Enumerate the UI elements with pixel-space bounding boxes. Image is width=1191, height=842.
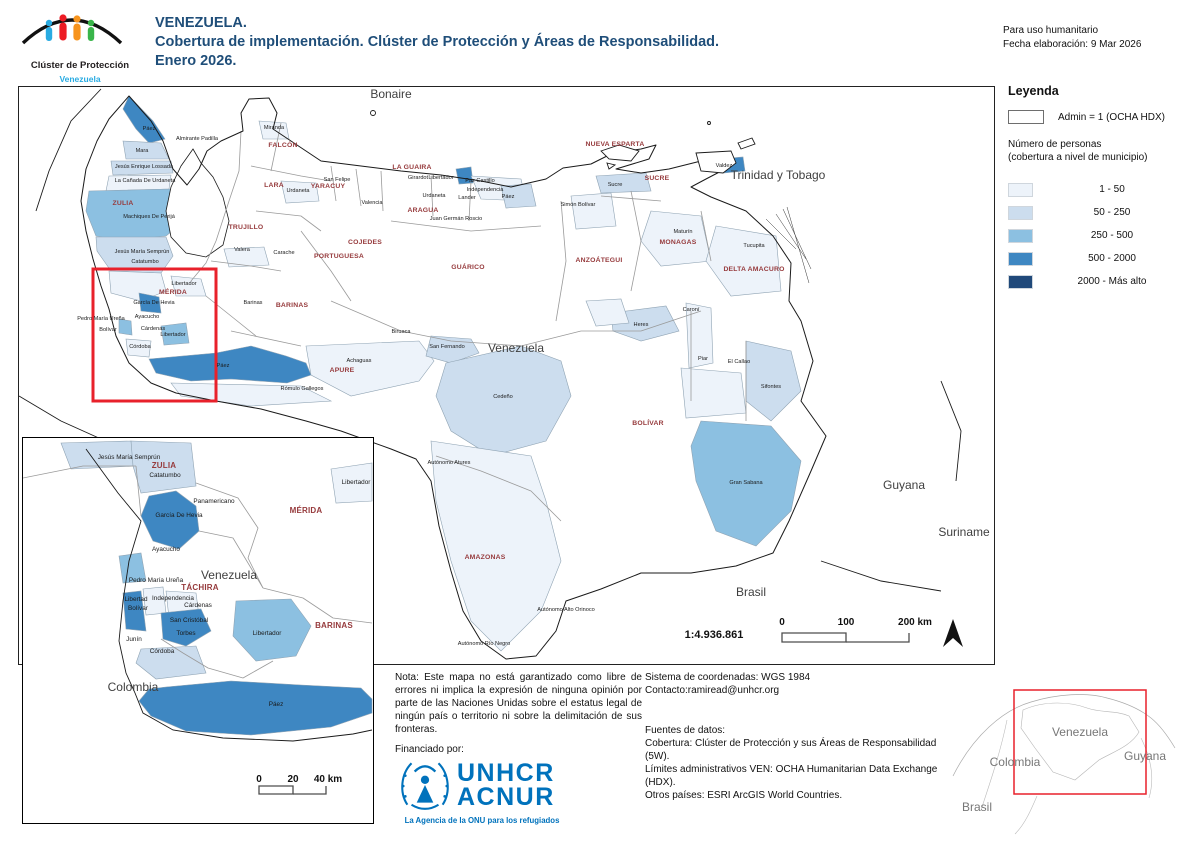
unhcr-word-2: ACNUR: [457, 783, 555, 811]
disclaimer-note: Nota: Este mapa no está garantizado como libre de errores ni implica la expresión de ninguna opinión por parte de las Naciones Unidas sobre el estatus legal de ningún país o territorio ni sobre la delimitación de sus fronteras.: [395, 672, 642, 735]
unhcr-tagline: La Agencia de la ONU para los refugiados: [404, 816, 560, 825]
legend-title: Leyenda: [1008, 84, 1059, 98]
logo-text-cluster: Clúster de Protección: [30, 60, 130, 71]
municipality-label-libertador: Libertador: [341, 479, 371, 486]
bonaire-island: [371, 111, 376, 116]
inset-scale-bar: [259, 786, 326, 794]
scale-bar-left: [259, 786, 293, 794]
municipality-label-san-fernando: San Fernando: [429, 344, 465, 350]
source-coverage: Cobertura: Clúster de Protección y sus Áreas de Responsabilidad (5W).: [645, 738, 937, 762]
legend-classes: [1008, 178, 1191, 293]
municipality-label-urdaneta: Urdaneta: [422, 193, 446, 199]
state-label-cojedes: COJEDES: [348, 239, 382, 246]
state-label-sucre: SUCRE: [644, 175, 670, 182]
municipality-label-el-callao: El Callao: [727, 359, 751, 365]
municipality-label-pedro-maria-urena: Pedro María Ureña: [77, 316, 125, 322]
legend-class-label: 250 - 500: [1090, 230, 1134, 241]
legend-class-swatch: [1008, 252, 1033, 266]
municipality-label-girardot: Girardot: [407, 175, 429, 181]
country-label-guyana: Guyana: [882, 478, 926, 492]
region-san-cristobal-7: [161, 609, 211, 646]
municipality-label-achaguas: Achaguas: [346, 358, 372, 364]
scale-labels: [685, 617, 932, 641]
country-label-trinidad-y-tobago: Trinidad y Tobago: [730, 168, 826, 182]
overview-labels: [962, 725, 1166, 814]
municipality-label-jesus-maria-semprun: Jesús María Semprún: [97, 454, 161, 461]
admin-boundary-swatch: [1008, 110, 1044, 124]
legend-class-row: [1008, 178, 1191, 201]
legend-class-swatch: [1008, 275, 1033, 289]
scale-ratio: 1:4.936.861: [684, 629, 744, 641]
state-label-portuguesa: PORTUGUESA: [314, 253, 364, 260]
municipality-label-la-canada-de-urdaneta: La Cañada De Urdaneta: [114, 178, 176, 184]
scale-bar-right: [293, 786, 326, 794]
scale-bar-right: [846, 633, 909, 642]
country-label-brasil: Brasil: [961, 800, 993, 814]
municipality-label-torbes: Torbes: [176, 630, 196, 637]
state-label-zulia: ZULIA: [112, 200, 134, 207]
municipality-label-san-felipe: San Felipe: [323, 177, 351, 183]
scale-bar: [782, 633, 909, 642]
municipality-label-jesus-enrique-lossada: Jesús Enrique Lossada: [114, 164, 174, 170]
municipality-label-cardenas: Cárdenas: [140, 326, 166, 332]
municipality-label-piar: Piar: [698, 356, 708, 362]
coordinate-system: Sistema de coordenadas: WGS 1984: [645, 672, 811, 683]
inset-map-canvas: [23, 438, 373, 823]
admin-boundary-label: Admin = 1 (OCHA HDX): [1058, 111, 1165, 123]
municipality-label-barinas: Barinas: [243, 300, 263, 306]
country-label-bonaire: Bonaire: [370, 87, 412, 101]
municipality-label-autonomo-rio-negro: Autónomo Río Negro: [457, 641, 511, 647]
legend-subtitle: [1008, 138, 1191, 164]
logo-text-venezuela: Venezuela: [59, 74, 101, 84]
small-island: [708, 122, 711, 125]
inset-scale-labels: [256, 774, 342, 785]
legend-subtitle-line2: (cobertura a nivel de municipio): [1008, 152, 1148, 163]
municipality-label-bolivar: Bolívar: [99, 327, 117, 333]
legend-admin-row: [1008, 110, 1191, 124]
municipality-label-panamericano: Panamericano: [193, 498, 235, 505]
municipality-label-biruaca: Biruaca: [391, 329, 411, 335]
municipality-label-simon-bolivar: Simón Bolívar: [560, 202, 596, 208]
municipality-label-carache: Carache: [273, 250, 295, 256]
legend-class-label: 1 - 50: [1099, 184, 1125, 195]
municipality-label-juan-german-roscio: Juan Germán Roscio: [429, 216, 483, 222]
municipality-label-bolivar: Bolívar: [128, 605, 148, 612]
title-line-3: Enero 2026.: [155, 53, 237, 69]
municipality-label-independencia: Independencia: [466, 187, 504, 193]
scale-tick-0: 0: [779, 617, 785, 628]
coordinates-info: [645, 671, 955, 697]
municipality-label-lander: Lander: [458, 195, 476, 201]
legend-class-label: 2000 - Más alto: [1077, 276, 1147, 287]
legend-class-row: [1008, 270, 1191, 293]
colombia-border-south: [19, 396, 101, 439]
country-label-venezuela: Venezuela: [487, 341, 545, 355]
state-label-trujillo: TRUJILLO: [228, 224, 264, 231]
country-label-brasil: Brasil: [735, 585, 767, 599]
municipality-label-urdaneta: Urdaneta: [286, 188, 310, 194]
municipality-label-cordoba: Córdoba: [149, 648, 175, 655]
municipality-label-valencia: Valencia: [361, 200, 383, 206]
unhcr-wordmark: [457, 761, 555, 809]
state-label-barinas: BARINAS: [275, 302, 309, 309]
state-label-bolivar: BOLÍVAR: [632, 420, 664, 427]
overview-map: [945, 648, 1191, 842]
state-label-tachira: TÁCHIRA: [181, 583, 219, 592]
state-label-anzoategui: ANZOÁTEGUI: [575, 257, 623, 264]
state-label-yaracuy: YARACUY: [310, 183, 346, 190]
state-label-nueva-esparta: NUEVA ESPARTA: [585, 141, 645, 148]
municipality-label-pedro-maria-urena: Pedro María Ureña: [128, 577, 184, 584]
unhcr-logo: [397, 757, 567, 825]
municipality-label-libertador: Libertador: [171, 281, 197, 287]
state-label-merida: MÉRIDA: [289, 506, 323, 515]
guyana-suriname-border: [941, 381, 961, 481]
legend-class-swatch: [1008, 183, 1033, 197]
municipality-label-gran-sabana: Gran Sabana: [729, 480, 763, 486]
country-label-venezuela: Venezuela: [1051, 725, 1109, 739]
scale-tick-0: 0: [256, 774, 262, 785]
country-label-venezuela: Venezuela: [200, 568, 258, 582]
title-line-1: VENEZUELA.: [155, 15, 247, 31]
usage-note: [1003, 24, 1188, 52]
municipality-label-jesus-maria-semprun: Jesús María Semprún: [114, 249, 170, 255]
municipality-label-paez: Páez: [216, 363, 230, 369]
legend-class-label: 50 - 250: [1093, 207, 1131, 218]
contact-email: Contacto:ramiread@unhcr.org: [645, 685, 780, 696]
municipality-label-tucupita: Tucupita: [743, 243, 765, 249]
legend-class-swatch: [1008, 229, 1033, 243]
municipality-label-catatumbo: Catatumbo: [149, 472, 181, 479]
state-label-barinas: BARINAS: [315, 621, 353, 630]
municipality-label-paz-castillo: Paz Castillo: [465, 178, 495, 184]
region-sucre-municipio-27: [596, 173, 651, 193]
state-label-amazonas: AMAZONAS: [464, 554, 506, 561]
legend-class-row: [1008, 224, 1191, 247]
legend-class-label: 500 - 2000: [1088, 253, 1136, 264]
region-anzoategui-area-31: [571, 193, 616, 229]
municipality-label-cardenas: Cárdenas: [184, 602, 212, 609]
municipality-label-cordoba: Córdoba: [129, 344, 151, 350]
legend: [1008, 84, 1191, 293]
overview-map-canvas: [945, 648, 1191, 842]
municipality-label-sifontes: Sifontes: [760, 384, 782, 390]
sources-title: Fuentes de datos:: [645, 725, 726, 736]
municipality-label-catatumbo: Catatumbo: [131, 259, 159, 265]
municipality-label-maturin: Maturín: [673, 229, 693, 235]
municipality-label-garcia-de-hevia: García De Hevia: [155, 512, 203, 519]
municipality-label-libertador: Libertador: [428, 175, 454, 181]
municipality-label-libertador: Libertador: [252, 630, 282, 637]
legend-class-row: [1008, 201, 1191, 224]
state-label-zulia: ZULIA: [151, 461, 177, 470]
municipality-label-ayacucho: Ayacucho: [134, 314, 160, 320]
country-label-suriname: Suriname: [938, 525, 990, 539]
country-label-colombia: Colombia: [989, 755, 1041, 769]
usage-line-2: Fecha elaboración: 9 Mar 2026: [1003, 39, 1142, 50]
state-label-delta-amacuro: DELTA AMACURO: [723, 266, 785, 273]
municipality-label-libertad: Libertad: [124, 596, 148, 603]
municipality-label-autonomo-atures: Autónomo Atures: [427, 460, 471, 466]
title-line-2: Cobertura de implementación. Clúster de Protección y Áreas de Responsabilidad.: [155, 34, 720, 50]
map-title: [155, 14, 985, 71]
state-label-merida: MÉRIDA: [158, 289, 188, 296]
municipality-label-paez: Páez: [501, 194, 515, 200]
cluster-logo-graphic: [14, 5, 130, 59]
funded-by-label: Financiado por:: [395, 744, 464, 755]
municipality-label-valdez: Valdez: [715, 163, 733, 169]
municipality-label-heres: Heres: [633, 322, 649, 328]
north-arrow: [943, 619, 963, 647]
usage-line-1: Para uso humanitario: [1003, 25, 1099, 36]
logo-arch: [23, 20, 121, 43]
source-admin-limits: Límites administrativos VEN: OCHA Humanitarian Data Exchange (HDX).: [645, 764, 938, 788]
region-paez-11: [139, 681, 372, 735]
municipality-label-caroni: Caroní: [682, 307, 700, 313]
state-label-lara: LARA: [264, 182, 284, 189]
municipality-label-miranda: Miranda: [263, 125, 285, 131]
unhcr-word-1: UNHCR: [457, 759, 555, 787]
legend-class-row: [1008, 247, 1191, 270]
country-label-colombia: Colombia: [107, 680, 159, 694]
state-label-monagas: MONAGAS: [659, 239, 697, 246]
municipality-label-paez: Páez: [268, 701, 284, 708]
scale-tick-2: 200 km: [898, 617, 932, 628]
state-label-falcon: FALCÓN: [268, 142, 298, 149]
municipality-label-mara: Mara: [135, 148, 149, 154]
country-label-guyana: Guyana: [1123, 749, 1167, 763]
municipality-label-garcia-de-hevia: García De Hevia: [133, 300, 175, 306]
scale-tick-2: 40 km: [313, 774, 343, 785]
region-garcia-de-hevia-2: [141, 491, 199, 549]
tobago-island: [738, 138, 755, 149]
municipality-label-junin: Junín: [126, 636, 142, 643]
municipality-label-cedeno: Cedeño: [493, 394, 513, 400]
state-label-la-guaira: LA GUAIRA: [392, 164, 432, 171]
scale-tick-1: 100: [837, 617, 855, 628]
scale-bar-left: [782, 633, 846, 642]
legend-class-swatch: [1008, 206, 1033, 220]
municipality-label-romulo-gallegos: Rómulo Gallegos: [280, 386, 324, 392]
guyana-brasil-border: [821, 561, 941, 591]
inset-map: [22, 437, 374, 824]
data-sources: [645, 724, 955, 802]
municipality-label-independencia: Independencia: [152, 595, 194, 602]
state-label-aragua: ARAGUA: [407, 207, 439, 214]
legend-subtitle-line1: Número de personas: [1008, 139, 1102, 150]
municipality-label-san-cristobal: San Cristóbal: [169, 617, 209, 624]
municipality-label-sucre: Sucre: [607, 182, 623, 188]
scale-tick-1: 20: [287, 774, 299, 785]
municipality-label-ayacucho: Ayacucho: [152, 546, 180, 553]
cluster-logo: [14, 5, 146, 84]
municipality-label-libertador: Libertador: [160, 332, 186, 338]
municipality-label-autonomo-alto-orinoco: Autónomo Alto Orinoco: [537, 607, 595, 613]
unhcr-emblem-icon: [397, 757, 453, 813]
state-label-apure: APURE: [329, 367, 355, 374]
state-label-guarico: GUÁRICO: [451, 264, 485, 271]
municipality-label-machiques-de-perija: Machiques De Perijá: [123, 214, 175, 220]
source-other-countries: Otros países: ESRI ArcGIS World Countries.: [645, 790, 843, 801]
municipality-label-almirante-padilla: Almirante Padilla: [176, 136, 218, 142]
municipality-label-paez: Páez: [142, 126, 156, 132]
municipality-label-valera: Valera: [234, 247, 250, 253]
